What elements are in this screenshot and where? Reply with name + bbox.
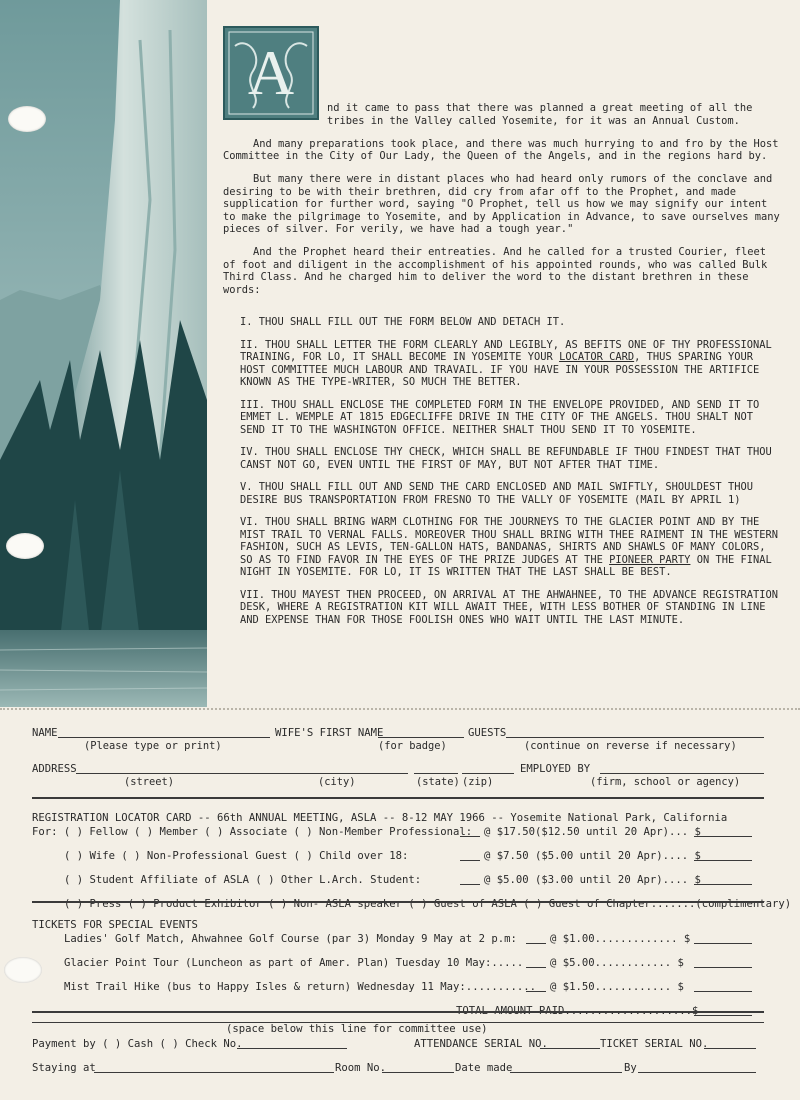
employed-field[interactable] [600, 763, 764, 774]
date-made-label: Date made [455, 1062, 513, 1074]
paragraph-distant-brethren: But many there were in distant places who had heard only rumors of the conclave and desiring to be with their brethren, did cry from afar off to the Prophet, and made supplication for further word, saying "O Prophet, tell us how we may signify our intent to make the pilgrimage to Yosemite, and by Application in Advance, to save ourselves many pieces of silver. For verily, we have had a tough year." [223, 173, 780, 235]
staying-row [32, 1062, 767, 1076]
street-field[interactable] [76, 763, 308, 774]
commandment-2: II. THOU SHALL LETTER THE FORM CLEARLY AND LEGIBLY, AS BEFITS ONE OF THY PROFESSIONAL TRAINING, FOR LO, IT SHALL BECOME IN YOSEMITE YOUR LOCATOR CARD, THUS SPARING YOUR HOST COMMITTEE MUCH LABOUR AND TRAVAIL. IF YOU HAVE IN YOUR POSSESSION THE ARTIFICE KNOWN AS THE TYPE-WRITER, SO MUCH THE BETTER. [240, 338, 772, 388]
registration-form [32, 727, 792, 1076]
wife-hint: (for badge) [378, 740, 447, 752]
zip-hint: (zip) [462, 776, 494, 788]
student-qty-field[interactable] [460, 874, 480, 885]
employed-hint: (firm, school or agency) [590, 776, 741, 788]
payment-label: Payment by ( ) Cash ( ) Check No. [32, 1038, 243, 1050]
name-row [32, 727, 767, 755]
fellow-qty-field[interactable] [460, 826, 480, 837]
ticket-golf: Ladies' Golf Match, Ahwahnee Golf Course (par 3) Monday 9 May at 2 p.m: @ $1.00............. $ [32, 933, 767, 947]
registration-title: REGISTRATION LOCATOR CARD -- 66th ANNUAL MEETING, ASLA -- 8-12 MAY 1966 -- Yosemite National Park, California [32, 812, 728, 824]
guests-label: GUESTS [468, 727, 507, 739]
commandment-6: VI. THOU SHALL BRING WARM CLOTHING FOR THE JOURNEYS TO THE GLACIER POINT AND BY THE MIST TRAIL TO VERNAL FALLS. MOREOVER THOU SHALL BRING WITH THEE RAIMENT IN THE WESTERN FASHION, SUCH AS LEVIS, TEN-GALLON HATS, BANDANAS, SHIRTS AND SHAWLS OF MANY COLORS, SO AS TO FIND FAVOR IN THE EYES OF THE PRIZE JUDGES AT THE PIONEER PARTY ON THE FINAL NIGHT IN YOSEMITE. FOR LO, IT IS WRITTEN THAT THE LAST SHALL BE BEST. [240, 516, 778, 578]
illuminated-initial [223, 26, 319, 120]
mist-qty-field[interactable] [526, 981, 546, 992]
fellow-amount-field[interactable] [694, 826, 752, 837]
narrative [223, 20, 783, 636]
employed-label: EMPLOYED BY [520, 763, 591, 775]
form-divider-3 [32, 1011, 764, 1013]
binder-hole-top [8, 106, 46, 132]
binder-hole-middle [6, 533, 44, 559]
zip-field[interactable] [462, 763, 514, 774]
state-field[interactable] [414, 763, 458, 774]
attendance-label: ATTENDANCE SERIAL NO. [414, 1038, 548, 1050]
room-field[interactable] [382, 1062, 454, 1073]
ticket-mist-trail: Mist Trail Hike (bus to Happy Isles & return) Wednesday 11 May:........... @ $1.50............ $ [32, 981, 767, 995]
committee-note: (space below this line for committee use) [226, 1023, 488, 1035]
guests-field[interactable] [506, 727, 764, 738]
wife-field[interactable] [378, 727, 464, 738]
payment-row [32, 1038, 767, 1052]
street-hint: (street) [124, 776, 175, 788]
ticket-serial-field[interactable] [704, 1038, 756, 1049]
glacier-qty-field[interactable] [526, 957, 546, 968]
form-divider-2 [32, 901, 764, 903]
staying-label: Staying at [32, 1062, 96, 1074]
guests-hint: (continue on reverse if necessary) [524, 740, 737, 752]
student-amount-field[interactable] [694, 874, 752, 885]
name-label: NAME [32, 727, 58, 739]
golf-qty-field[interactable] [526, 933, 546, 944]
registration-line-3: ( ) Student Affiliate of ASLA ( ) Other L.Arch. Student: @ $5.00 ($3.00 until 20 Apr).... $ [32, 874, 767, 888]
name-field[interactable] [58, 727, 270, 738]
registration-line-4: ( ) Press ( ) Product Exhibitor ( ) Non- ASLA speaker ( ) Guest of ASLA ( ) Guest of Chapter.......(complimentary) [64, 898, 792, 910]
registration-line-1: For: ( ) Fellow ( ) Member ( ) Associate ( ) Non-Member Professional: @ $17.50($12.50 until 20 Apr)... $ [32, 826, 767, 840]
total-label: TOTAL AMOUNT PAID....................$ [456, 1005, 699, 1017]
commandment-5: V. THOU SHALL FILL OUT AND SEND THE CARD ENCLOSED AND MAIL SWIFTLY, SHOULDEST THOU DESIRE BUS TRANSPORTATION FROM FRESNO TO THE VALLY OF YOSEMITE (MAIL BY APRIL 1) [240, 481, 753, 506]
tickets-title: TICKETS FOR SPECIAL EVENTS [32, 919, 198, 931]
commandment-7: VII. THOU MAYEST THEN PROCEED, ON ARRIVAL AT THE AHWAHNEE, TO THE ADVANCE REGISTRATION DESK, WHERE A REGISTRATION KIT WILL AWAIT THEE, WITH LESS BOTHER OF STANDING IN LINE AND EXPENSE THAN FOR THOSE FOOLISH ONES WHO WAIT UNTIL THE LAST MINUTE. [240, 588, 778, 626]
by-field[interactable] [638, 1062, 756, 1073]
guest-qty-field[interactable] [460, 850, 480, 861]
name-hint: (Please type or print) [84, 740, 222, 752]
perforation-line [0, 708, 800, 710]
attendance-serial-field[interactable] [540, 1038, 600, 1049]
commandment-3: III. THOU SHALL ENCLOSE THE COMPLETED FORM IN THE ENVELOPE PROVIDED, AND SEND IT TO EMMET L. WEMPLE AT 1815 EDGECLIFFE DRIVE IN THE CITY OF THE ANGELS. THOU SHALT NOT SEND IT TO THE WASHINGTON OFFICE. NEITHER SHALT THOU SEND IT TO YOSEMITE. [240, 398, 760, 436]
address-label: ADDRESS [32, 763, 77, 775]
date-made-field[interactable] [510, 1062, 622, 1073]
room-label: Room No. [335, 1062, 387, 1074]
ticket-glacier: Glacier Point Tour (Luncheon as part of Amer. Plan) Tuesday 10 May:..... @ $5.00............ $ [32, 957, 767, 971]
form-divider-1 [32, 797, 764, 799]
registration-line-2: ( ) Wife ( ) Non-Professional Guest ( ) Child over 18: @ $7.50 ($5.00 until 20 Apr).... $ [32, 850, 767, 864]
commandment-4: IV. THOU SHALL ENCLOSE THY CHECK, WHICH SHALL BE REFUNDABLE IF THOU FINDEST THAT THOU CANST NOT GO, EVEN UNTIL THE FIRST OF MAY, BUT NOT AFTER THAT TIME. [240, 446, 772, 471]
guest-amount-field[interactable] [694, 850, 752, 861]
glacier-amount-field[interactable] [694, 957, 752, 968]
paragraph-courier: And the Prophet heard their entreaties. And he called for a trusted Courier, fleet of foot and diligent in the accomplishment of his appointed rounds, who was called Bulk Third Class. And he charged him to deliver the word to the distant brethren in these words: [223, 246, 768, 296]
address-row [32, 763, 767, 793]
check-number-field[interactable] [237, 1038, 347, 1049]
state-hint: (state) [416, 776, 460, 788]
paragraph-preparations: And many preparations took place, and there was much hurrying to and fro by the Host Committee in the City of Our Lady, the Queen of the Angels, and in the regions hard by. [223, 137, 779, 162]
commandment-1: I. THOU SHALL FILL OUT THE FORM BELOW AND DETACH IT. [240, 316, 566, 328]
city-field[interactable] [308, 763, 408, 774]
ticket-serial-label: TICKET SERIAL NO. [600, 1038, 709, 1050]
golf-amount-field[interactable] [694, 933, 752, 944]
staying-field[interactable] [94, 1062, 334, 1073]
wife-label: WIFE'S FIRST NAME [275, 727, 384, 739]
city-hint: (city) [318, 776, 356, 788]
mist-amount-field[interactable] [694, 981, 752, 992]
form-divider-4 [32, 1022, 764, 1023]
svg-text:A: A [247, 37, 295, 108]
intro-paragraph: nd it came to pass that there was planned a great meeting of all the tribes in the Valley called Yosemite, for it was an Annual Custom. [327, 102, 753, 127]
by-label: By [624, 1062, 637, 1074]
